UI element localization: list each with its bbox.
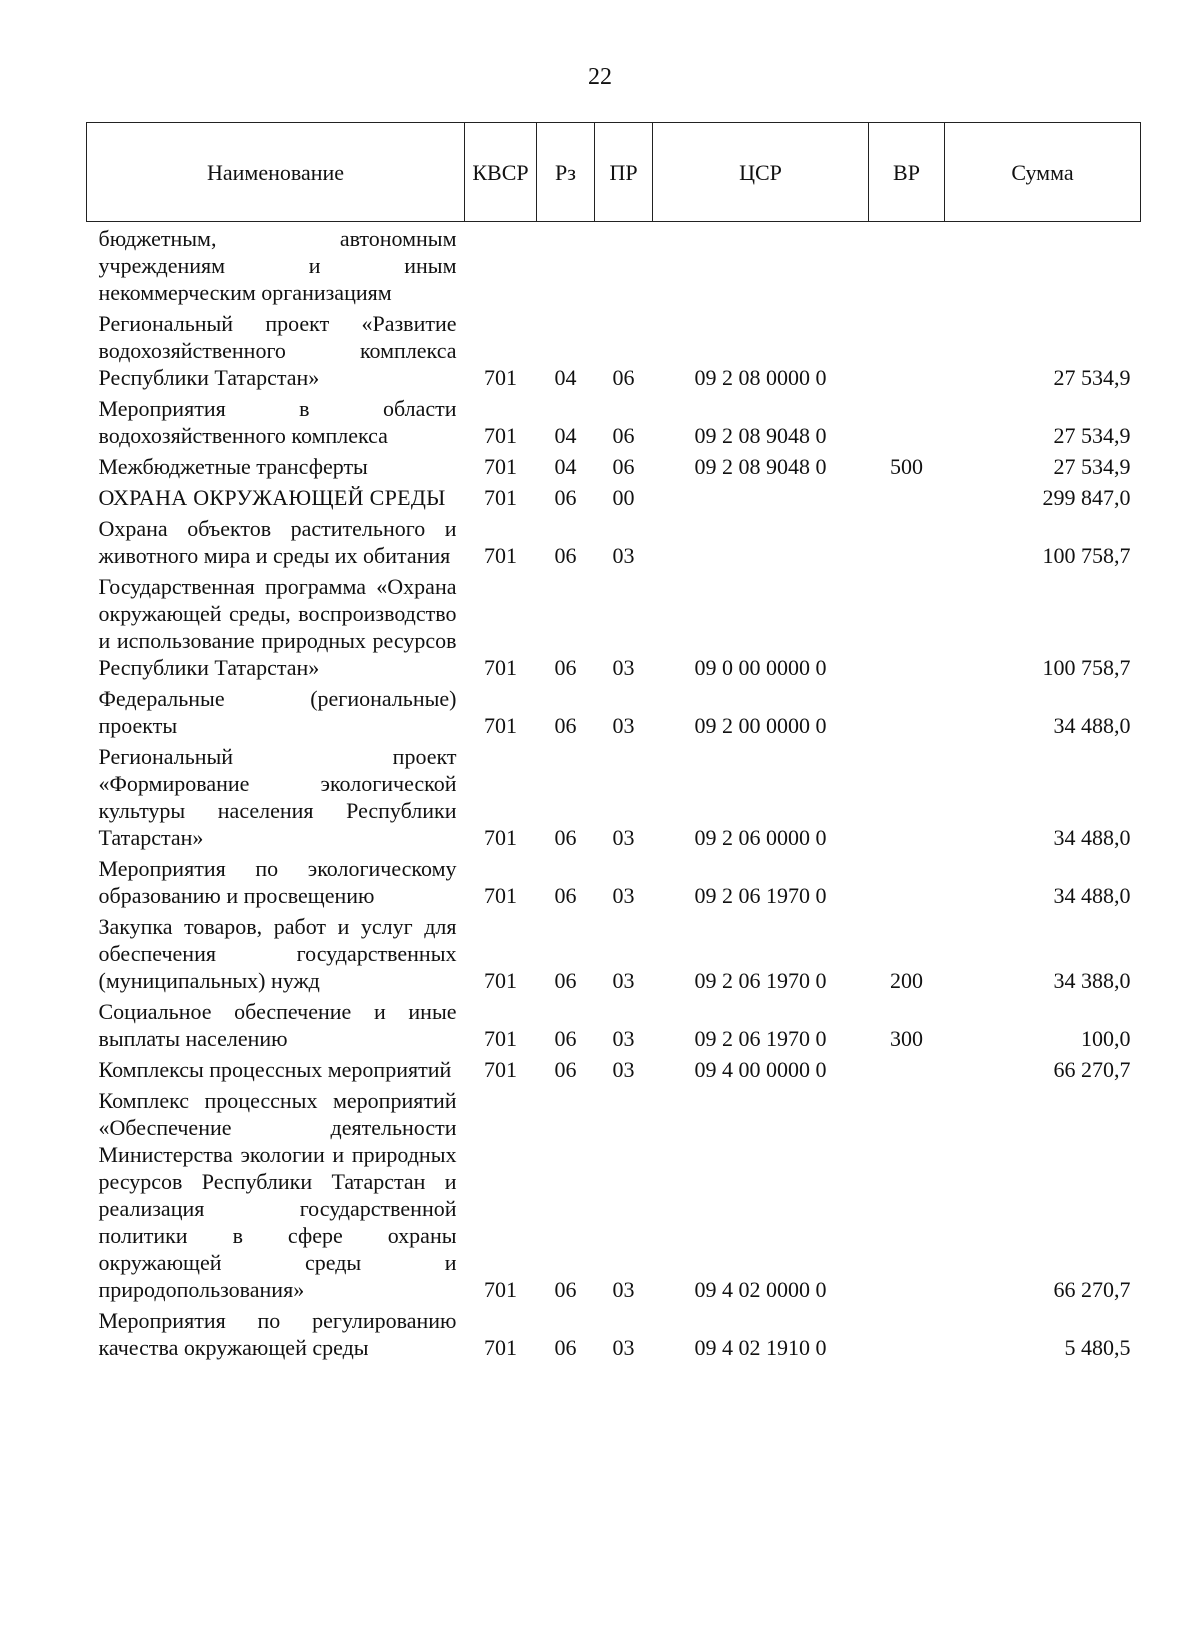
- row-name: Мероприятия по экологическому образованию и просвещению: [98, 856, 457, 908]
- row-rz: 06: [554, 968, 577, 993]
- row-name: Мероприятия по регулированию качества окружающей среды: [98, 1308, 457, 1360]
- row-vr: [869, 1054, 945, 1085]
- header-csr: ЦСР: [653, 123, 869, 222]
- row-vr: [869, 741, 945, 853]
- row-name: Региональный проект «Развитие водохозяйственного комплекса Республики Татарстан»: [98, 311, 457, 390]
- row-pr: 03: [612, 825, 635, 850]
- row-name: Социальное обеспечение и иные выплаты населению: [98, 999, 457, 1051]
- row-rz: [537, 222, 595, 309]
- row-sum: 27 534,9: [1053, 423, 1131, 448]
- row-rz: 06: [554, 713, 577, 738]
- row-vr: 200: [890, 968, 923, 993]
- row-sum: 34 488,0: [1053, 825, 1131, 850]
- row-vr: [869, 308, 945, 393]
- row-csr: 09 2 06 1970 0: [694, 1026, 827, 1051]
- row-csr: 09 2 06 1970 0: [694, 968, 827, 993]
- row-vr: [869, 222, 945, 309]
- row-vr: 300: [890, 1026, 923, 1051]
- header-rz: Рз: [537, 123, 595, 222]
- row-vr: [869, 853, 945, 911]
- row-sum: 27 534,9: [1053, 365, 1131, 390]
- row-rz: 06: [554, 1277, 577, 1302]
- row-kvsr: 701: [484, 655, 517, 680]
- row-vr: [869, 513, 945, 571]
- table-row: [87, 741, 1141, 853]
- row-rz: 06: [554, 825, 577, 850]
- row-vr: [869, 482, 945, 513]
- row-rz: 04: [554, 454, 577, 479]
- row-pr: 00: [612, 485, 635, 510]
- row-name: Охрана объектов растительного и животного мира и среды их обитания: [98, 516, 457, 568]
- header-pr: ПР: [595, 123, 653, 222]
- row-pr: 06: [612, 365, 635, 390]
- table-row: [87, 393, 1141, 451]
- row-rz: 06: [554, 485, 577, 510]
- row-sum: 100 758,7: [1042, 543, 1131, 568]
- row-vr: [869, 571, 945, 683]
- table-row: [87, 451, 1141, 482]
- row-kvsr: 701: [484, 968, 517, 993]
- row-pr: 03: [612, 655, 635, 680]
- row-kvsr: 701: [484, 543, 517, 568]
- table-body: [87, 222, 1141, 1364]
- table-header: [87, 123, 1141, 222]
- row-csr: [653, 482, 869, 513]
- row-pr: 03: [612, 543, 635, 568]
- row-csr: 09 4 02 1910 0: [694, 1335, 827, 1360]
- row-csr: 09 2 08 0000 0: [694, 365, 827, 390]
- row-name: Региональный проект «Формирование экологической культуры населения Республики Татарстан»: [98, 744, 457, 850]
- row-name: ОХРАНА ОКРУЖАЮЩЕЙ СРЕДЫ: [98, 485, 446, 510]
- row-csr: 09 2 06 1970 0: [694, 883, 827, 908]
- row-sum: 5 480,5: [1064, 1335, 1131, 1360]
- row-csr: 09 2 08 9048 0: [694, 454, 827, 479]
- row-kvsr: 701: [484, 365, 517, 390]
- table-row: [87, 308, 1141, 393]
- header-row: [87, 123, 1141, 222]
- row-name: Закупка товаров, работ и услуг для обеспечения государственных (муниципальных) нужд: [98, 914, 457, 993]
- row-vr: [869, 393, 945, 451]
- row-sum: 100,0: [1081, 1026, 1131, 1051]
- budget-table: [86, 122, 1141, 1363]
- row-kvsr: 701: [484, 825, 517, 850]
- row-vr: [869, 1305, 945, 1363]
- row-rz: 04: [554, 423, 577, 448]
- row-name: Федеральные (региональные) проекты: [98, 686, 457, 738]
- row-sum: 34 488,0: [1053, 713, 1131, 738]
- row-kvsr: [465, 222, 537, 309]
- row-rz: 06: [554, 883, 577, 908]
- row-sum: 66 270,7: [1053, 1057, 1131, 1082]
- row-kvsr: 701: [484, 883, 517, 908]
- row-kvsr: 701: [484, 1026, 517, 1051]
- row-sum: 100 758,7: [1042, 655, 1131, 680]
- row-pr: 06: [612, 423, 635, 448]
- table-row: [87, 911, 1141, 996]
- row-kvsr: 701: [484, 423, 517, 448]
- row-kvsr: 701: [484, 454, 517, 479]
- row-rz: 06: [554, 1335, 577, 1360]
- row-pr: 03: [612, 713, 635, 738]
- row-csr: 09 2 00 0000 0: [694, 713, 827, 738]
- header-name: Наименование: [87, 123, 465, 222]
- row-name: Мероприятия в области водохозяйственного комплекса: [98, 396, 457, 448]
- row-csr: 09 2 06 0000 0: [694, 825, 827, 850]
- row-pr: 03: [612, 1335, 635, 1360]
- table-row: [87, 513, 1141, 571]
- row-kvsr: 701: [484, 713, 517, 738]
- row-rz: 06: [554, 655, 577, 680]
- table-row: [87, 996, 1141, 1054]
- row-pr: 03: [612, 1057, 635, 1082]
- row-csr: 09 4 02 0000 0: [694, 1277, 827, 1302]
- table-row: [87, 1305, 1141, 1363]
- row-rz: 04: [554, 365, 577, 390]
- row-rz: 06: [554, 1026, 577, 1051]
- row-vr: 500: [890, 454, 923, 479]
- row-vr: [869, 683, 945, 741]
- page-number: 22: [588, 64, 612, 90]
- row-kvsr: 701: [484, 1057, 517, 1082]
- header-vr: ВР: [869, 123, 945, 222]
- row-pr: 03: [612, 883, 635, 908]
- row-rz: 06: [554, 1057, 577, 1082]
- table-row: [87, 1085, 1141, 1305]
- row-name: Межбюджетные трансферты: [98, 454, 368, 479]
- row-pr: [595, 222, 653, 309]
- row-rz: 06: [554, 543, 577, 568]
- row-sum: 66 270,7: [1053, 1277, 1131, 1302]
- row-pr: 06: [612, 454, 635, 479]
- table-row: [87, 222, 1141, 309]
- table-row: [87, 571, 1141, 683]
- row-sum: 34 488,0: [1053, 883, 1131, 908]
- row-sum: 27 534,9: [1053, 454, 1131, 479]
- row-csr: 09 2 08 9048 0: [694, 423, 827, 448]
- row-csr: [653, 513, 869, 571]
- row-pr: 03: [612, 968, 635, 993]
- row-name: бюджетным, автономным учреждениям и иным некоммерческим организациям: [98, 226, 457, 305]
- row-name: Комплексы процессных мероприятий: [98, 1057, 452, 1082]
- row-csr: 09 0 00 0000 0: [694, 655, 827, 680]
- row-sum: [945, 222, 1141, 309]
- row-csr: [653, 222, 869, 309]
- row-kvsr: 701: [484, 485, 517, 510]
- row-pr: 03: [612, 1026, 635, 1051]
- row-sum: 299 847,0: [1042, 485, 1131, 510]
- table-row: [87, 1054, 1141, 1085]
- row-pr: 03: [612, 1277, 635, 1302]
- row-csr: 09 4 00 0000 0: [694, 1057, 827, 1082]
- table-row: [87, 683, 1141, 741]
- row-name: Государственная программа «Охрана окружающей среды, воспроизводство и использование природных ресурсов Республики Татарстан»: [98, 574, 457, 680]
- row-kvsr: 701: [484, 1335, 517, 1360]
- table-row: [87, 853, 1141, 911]
- row-kvsr: 701: [484, 1277, 517, 1302]
- table-row: [87, 482, 1141, 513]
- header-kvsr: КВСР: [465, 123, 537, 222]
- row-vr: [869, 1085, 945, 1305]
- row-name: Комплекс процессных мероприятий «Обеспечение деятельности Министерства экологии и природных ресурсов Республики Татарстан и реализация государственной политики в сфере охраны окружающей среды и природопользования»: [98, 1088, 457, 1302]
- header-sum: Сумма: [945, 123, 1141, 222]
- row-sum: 34 388,0: [1053, 968, 1131, 993]
